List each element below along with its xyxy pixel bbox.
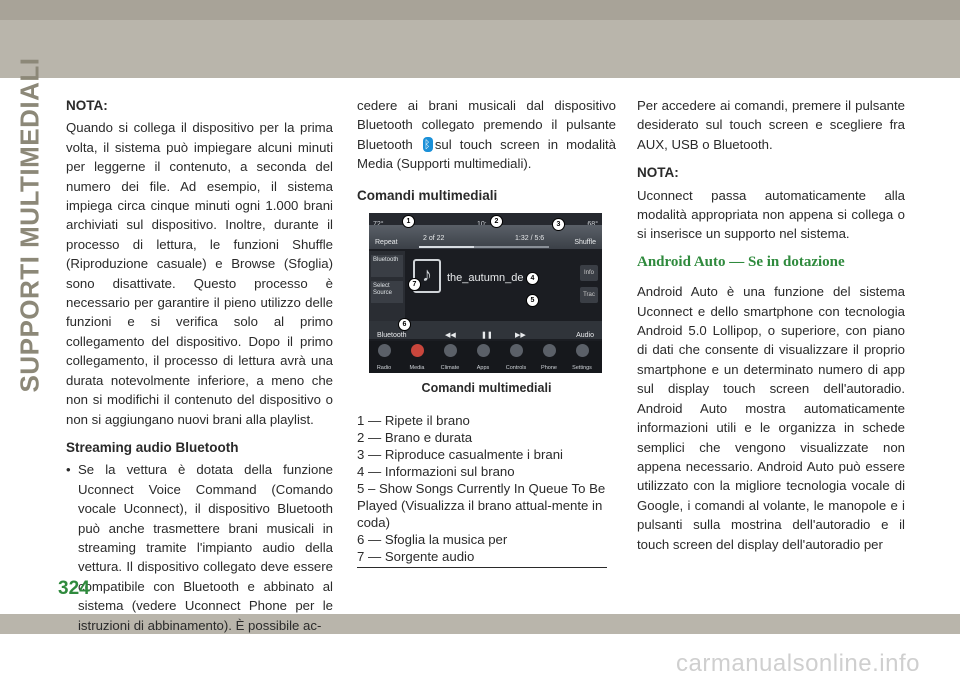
info-button: Info: [580, 265, 598, 281]
ctrl-source-label: Bluetooth: [377, 332, 407, 340]
watermark: carmanualsonline.info: [676, 650, 920, 677]
dock-climate: Climate: [438, 344, 462, 373]
page-number: 324: [58, 578, 90, 599]
dock-settings: Settings: [570, 344, 594, 373]
tracks-button: Trac: [580, 287, 598, 303]
music-note-icon: ♪: [413, 259, 441, 293]
ctrl-audio-label: Audio: [576, 332, 594, 340]
pause-icon: ❚❚: [481, 332, 493, 340]
legend-item: 4 — Informazioni sul brano: [357, 464, 515, 480]
callout-6: 6: [399, 319, 410, 330]
dock-phone: Phone: [537, 344, 561, 373]
bullet-item: [66, 460, 333, 635]
column-1: [66, 96, 333, 635]
figure-caption: Comandi multimediali: [421, 381, 552, 396]
radio-icon: [378, 344, 391, 357]
intro-paragraph: Per accedere ai comandi, premere il pulsante desiderato sul touch screen e scegliere fra AUX, USB o Bluetooth.: [637, 98, 905, 152]
callout-5: 5: [527, 295, 538, 306]
callout-1: 1: [403, 216, 414, 227]
dock-controls: Controls: [504, 344, 528, 373]
seek-bar: [419, 246, 549, 248]
streaming-heading: Streaming audio Bluetooth: [66, 439, 239, 455]
apps-icon: [477, 344, 490, 357]
legend-item: 3 — Riproduce casualmente i brani: [357, 447, 563, 463]
dock-apps: Apps: [471, 344, 495, 373]
dock-bar: [369, 341, 602, 373]
legend-item: 6 — Sfoglia la musica per: [357, 532, 508, 548]
callout-7: 7: [409, 279, 420, 290]
dock-radio: Radio: [372, 344, 396, 373]
media-icon: [411, 344, 424, 357]
media-controls-heading: Comandi multimediali: [357, 187, 498, 203]
bluetooth-icon: [423, 137, 433, 152]
nota-paragraph-2: Uconnect passa automaticamente alla modalità appropriata non appena si collega o si inserisce un supporto nel sistema.: [637, 187, 905, 242]
climate-icon: [444, 344, 457, 357]
previous-icon: ◀◀: [445, 332, 456, 340]
track-count: 2 of 22: [423, 235, 445, 243]
top-band: [0, 0, 960, 78]
legend-item: 2 — Brano e durata: [357, 430, 473, 446]
callout-4: 4: [527, 273, 538, 284]
media-screen-figure: [369, 213, 602, 373]
nota-heading: NOTA:: [66, 98, 108, 113]
bullet-text: Se la vettura è dotata della funzione Uconnect Voice Command (Comando vocale Uconnect), il dispositivo Bluetooth può anche trasmettere brani musicali in streaming tramite l'impianto audio della vettura. Il dispositivo collegato deve essere compatibile con Bluetooth e abbinato al sistema (vedere Uconnect Phone per le istruzioni di abbinamento). È possibile ac-: [78, 462, 333, 633]
continuation-paragraph: cedere ai brani musicali dal dispositivo Bluetooth collegato premendo il pulsante Bluetooth ᛒ sul touch screen in modalità Media (Supporti multimediali).: [357, 96, 616, 174]
seek-fill: [419, 246, 474, 248]
phone-icon: [543, 344, 556, 357]
callout-3: 3: [553, 219, 564, 230]
repeat-button: Repeat: [375, 239, 398, 247]
column-2: [357, 96, 616, 568]
settings-icon: [576, 344, 589, 357]
callout-2: 2: [491, 216, 502, 227]
legend-item: 5 – Show Songs Currently In Queue To Be Played (Visualizza il brano attual-mente in coda): [357, 481, 606, 531]
next-icon: ▶▶: [515, 332, 526, 340]
nota-paragraph: Quando si collega il dispositivo per la prima volta, il sistema può impiegare alcuni minuti per leggerne il contenuto, a seconda del numero dei file. Ad esempio, il sistema impiega circa cinque minuti ogni 1.000 brani archiviati sul dispositivo. Inoltre, durante il processo di lettura, le funzioni Shuffle (Riproduzione casuale) e Browse (Sfoglia) sono disattivate. Questo processo è necessario per garantire il pieno utilizzo delle funzioni e si verifica solo al primo collegamento del dispositivo. Dopo il primo collegamento, il processo di lettura avrà una durata notevolmente inferiore, a meno che non si modifichi il contenuto del dispositivo o non si aggiungano nuovi brani alla playlist.: [66, 120, 333, 427]
controls-icon: [510, 344, 523, 357]
select-source-button: Select Source: [371, 281, 403, 303]
section-side-label: SUPPORTI MULTIMEDIALI: [14, 57, 45, 393]
shuffle-button: Shuffle: [574, 239, 596, 247]
top-band-strip: [0, 0, 960, 20]
android-auto-heading: Android Auto — Se in dotazione: [637, 253, 845, 270]
bullet-mark: •: [66, 462, 71, 478]
bluetooth-source-button: Bluetooth: [371, 255, 403, 277]
dock-media: Media: [405, 344, 429, 373]
legend-item: 1 — Ripete il brano: [357, 413, 470, 429]
legend-item: 7 — Sorgente audio: [357, 549, 475, 565]
track-time: 1:32 / 5:6: [515, 235, 545, 243]
column-3: [637, 96, 905, 563]
song-title: the_autumn_de: [447, 272, 524, 285]
android-auto-paragraph: Android Auto è una funzione del sistema Uconnect e dello smartphone con tecnologia Android 5.0 Lollipop, o superiore, con piano di dati che consente di visualizzare il proprio smartphone e un determinato numero di app sul display touch screen dell'autoradio. Android Auto mostra automaticamente informazioni utili e le organizza in schede semplici che vengono visualizzate non appena necessario. Android Auto può essere utilizzato con la migliore tecnologia vocale di Google, i comandi al volante, le manopole e i pulsanti sulla mostrina dell'autoradio e il touch screen del display dell'autoradio per: [637, 284, 905, 552]
callout-legend: [357, 412, 607, 568]
nota-heading-2: NOTA:: [637, 165, 679, 181]
